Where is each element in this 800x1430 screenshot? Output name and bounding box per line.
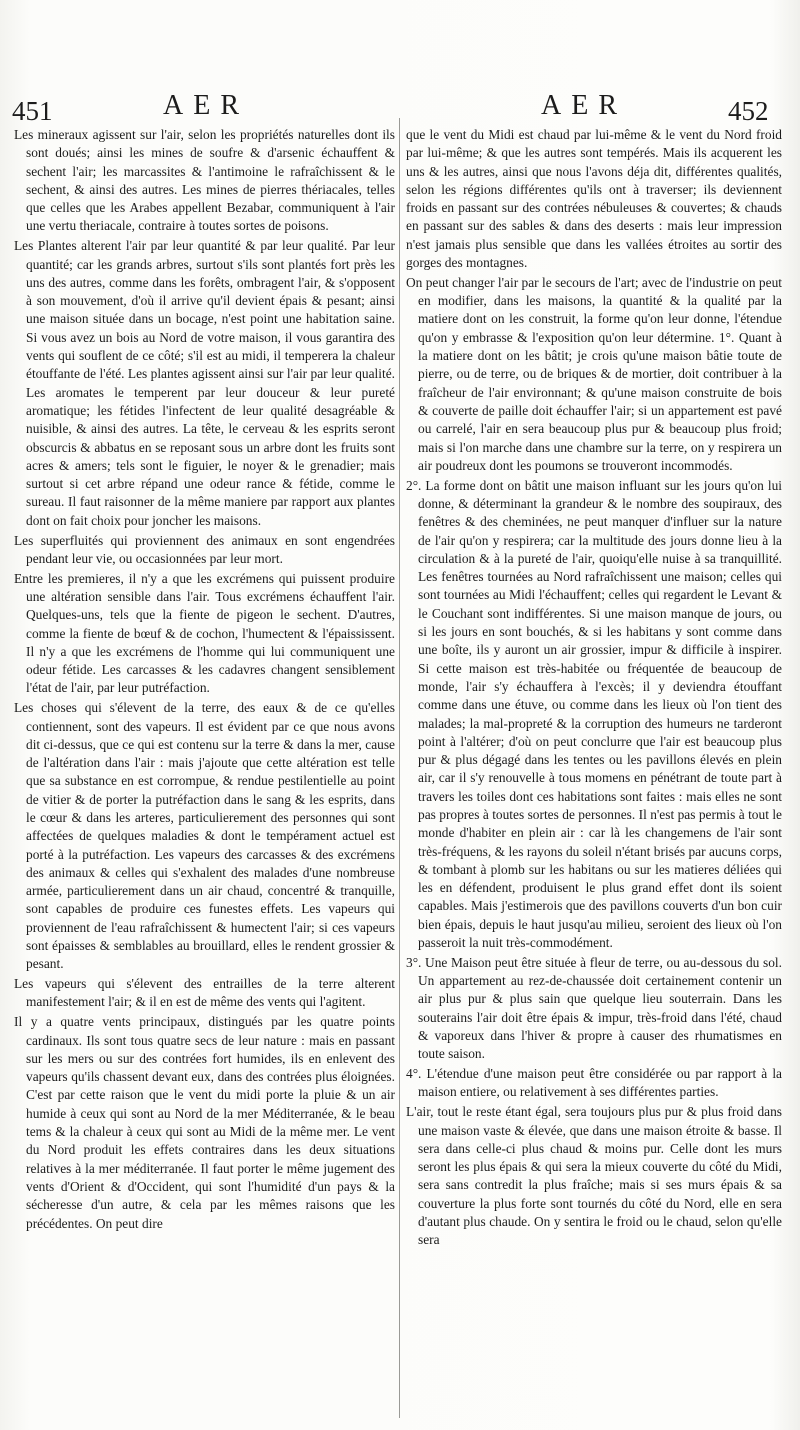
page-number-left: 451 bbox=[12, 96, 53, 126]
paragraph-mineraux: Les mineraux agissent sur l'air, selon les propriétés naturelles dont ils sont doués; ainsi les mines de soufre & d'arsenic échauffent & sechent l'air; les marcassites & l'antimoine le rafraîchissent & le sechent, & ainsi des autres. Les mines de pierres thériacales, telles que celles que les Arabes appellent Bezabar, communiquent à l'air une vertu theriacale, contraire à toutes sortes de poisons. bbox=[14, 127, 395, 234]
page-number-right: 452 bbox=[728, 96, 769, 126]
paragraph-vapeurs-terre: Les vapeurs qui s'élevent des entrailles de la terre alterent manifestement l'air; & il en est de même des vents qui l'agitent. bbox=[14, 976, 395, 1010]
paragraph-superfluites: Les superfluités qui proviennent des animaux en sont engendrées pendant leur vie, ou occasionnées par leur mort. bbox=[14, 532, 395, 566]
column-divider bbox=[399, 118, 400, 1418]
paragraph-art: On peut changer l'air par le secours de l'art; avec de l'industrie on peut en modifier, dans les maisons, la quantité & la qualité par la matiere dont on les construit, la forme qu'on leur donne, l'étendue qu'on y embrasse & l'exposition qu'on leur détermine. 1°. Quant à la matiere dont on les bâtit; je crois qu'une maison bâtie toute de pierre, ou de terre, ou de briques & de mortier, doit contribuer à la fraîcheur de l'air environnant; & qu'une maison construite de bois & couverte de paille doit échauffer l'air; si un appartement est pavé ou carrelé, l'air en sera beaucoup plus pur & beaucoup plus froid; mais si l'on marche dans une chambre sur la terre, on y respirera un air poudreux dont les poumons se trouveront incommodés. bbox=[406, 274, 782, 473]
running-head-left: AER bbox=[163, 90, 249, 121]
page-header bbox=[0, 86, 800, 126]
paragraph-vapeurs: Les choses qui s'élevent de la terre, des eaux & de ce qu'elles contiennent, sont des vapeurs. Il est évident par ce que nous avons dit ci-dessus, que ce qui est contenu sur la terre & dans la mer, cause de l'altération dans l'air : mais j'ajoute que cette altération est telle que sa substance en est corrompue, & rendue pestilentielle au point de vitier & de porter la putréfaction dans le sang & les esprits, dans le cœur & dans les arteres, particulierement des personnes qui sont affectées de quelques maladies & dont le tempérament actuel est porté à la putréfaction. Les vapeurs des carcasses & des excrémens des animaux & celles qui s'exhalent des malades d'une nombreuse armée, particulierement dans un air chaud, concentré & tranquille, sont capables de produire ces funestes effets. Les vapeurs qui proviennent de l'eau rafraîchissent & humectent l'air; si ces vapeurs sont épaisses & semblables au brouillard, elles le rendent grossier & pesant. bbox=[14, 700, 395, 972]
paragraph-vents-suite: que le vent du Midi est chaud par lui-même & le vent du Nord froid par lui-même; & que les autres sont tempérés. Mais ils acquerent les uns & les autres, ainsi que nous l'avons déja dit, différentes qualités, selon les régions différentes qu'ils ont à traverser; ils deviennent froids en passant sur des contrées nébuleuses & couvertes; & chauds en passant sur des sables & dans des deserts : mais leur impression n'est jamais plus sensible que dans les vallées étroites au sortir des gorges des montagnes. bbox=[406, 127, 782, 271]
paragraph-plantes: Les Plantes alterent l'air par leur quantité & par leur qualité. Par leur quantité; car les grands arbres, surtout s'ils sont plantés fort près les uns des autres, comme dans les forêts, ombragent l'air, & s'opposent à son mouvement, d'où il arrive qu'il devient épais & pesant; ainsi une maison située dans un bocage, n'est point une habitation saine. Si vous avez un bois au Nord de votre maison, il vous garantira des vents qui souflent de ce côté; s'il est au midi, il temperera la chaleur étouffante de l'été. Les plantes agissent ainsi sur l'air par leur qualité. Les aromates le temperent par leur douceur & leur pureté aromatique; les fétides l'infectent de leur qualité desagréable & nuisible, & ainsi des autres. La tête, le cerveau & les esprits seront obscurcis & abbatus en se reposant sous un arbre dont les fruits sont acres & amers; tels sont le figuier, le noyer & le grenadier; mais surtout si cet arbre répand une odeur rance & fétide, comme le sureau. Il faut raisonner de la même maniere par rapport aux plantes dont on fait choix pour joncher les maisons. bbox=[14, 238, 395, 528]
paragraph-etendue: 4°. L'étendue d'une maison peut être considérée ou par rapport à la maison entiere, ou relativement à ses différentes parties. bbox=[406, 1066, 782, 1100]
paragraph-vents: Il y a quatre vents principaux, distingués par les quatre points cardinaux. Ils sont tous quatre secs de leur nature : mais en passant sur les mers ou sur des contrées fort humides, ils en enlevent des vapeurs qu'ils chassent devant eux, dans des contrées plus éloignées. C'est par cette raison que le vent du midi porte la pluie & un air humide à ceux qui sont au Nord de la mer Méditerranée, & le beau tems & la chaleur à ceux qui sont au Midi de la même mer. Le vent du Nord produit les effets contraires dans les deux situations relatives à la mer méditerranée. Il faut porter le même jugement des vents d'Orient & d'Occident, qui sont l'humidité d'un pays & la sécheresse d'un autre, & cela par les mêmes raisons que les précédentes. On peut dire bbox=[14, 1014, 395, 1231]
right-column bbox=[406, 126, 782, 1416]
paragraph-excremens: Entre les premieres, il n'y a que les excrémens qui puissent produire une altération sensible dans l'air. Tous excrémens échauffent l'air. Quelques-uns, tels que la fiente de pigeon le sechent. D'autres, comme la fiente de bœuf & de cochon, l'humectent & l'épaississent. Il n'y a que les excrémens de l'homme qui lui communiquent une odeur fétide. Les carcasses & les cadavres changent sensiblement l'état de l'air, par leur putréfaction. bbox=[14, 570, 395, 696]
paragraph-air-maison: L'air, tout le reste étant égal, sera toujours plus pur & plus froid dans une maison vaste & élevée, que dans une maison étroite & basse. Il sera dans celle-ci plus chaud & moins pur. Celle dont les murs seront les plus épais & qui sera la mieux couverte du côté du Midi, sera sans contredit la plus fraîche; mais si ses murs épais & sa couverture la plus forte sont tournés du côté du Nord, elle en sera d'autant plus chaude. On y sentira le froid ou le chaud, selon qu'elle sera bbox=[406, 1104, 782, 1248]
paragraph-situation: 3°. Une Maison peut être située à fleur de terre, ou au-dessous du sol. Un appartement au rez-de-chaussée doit certainement contenir un air plus pur & plus sain que quelque lieu souterrain. Dans les souterains l'air doit être épais & impur, très-froid dans l'été, chaud & vaporeux dans l'hiver & propre à causer des rhumatismes en toute saison. bbox=[406, 954, 782, 1062]
running-head-right: AER bbox=[541, 90, 627, 121]
paragraph-forme: 2°. La forme dont on bâtit une maison influant sur les jours qu'on lui donne, & déterminant la grandeur & le nombre des soupiraux, des fenêtres & des cheminées, ne peut manquer d'influer sur la nature de l'air qu'on y respirera; car la multitude des jours donne lieu à la circulation & à la pureté de l'air, quoiqu'elle nuise à sa tranquillité. Les fenêtres tournées au Nord rafraîchissent une maison; celles qui sont tournées au Midi l'échauffent; celles qui regardent le Levant & le Couchant sont indifférentes. Si une maison manque de jours, ou si les jours en sont bouchés, & si les habitans y sont comme dans une boîte, ils y auront un air grossier, impur & difficile à inspirer. Si cette maison est très-habitée ou fréquentée de beaucoup de monde, l'air s'y échauffera à l'excès; il y deviendra étouffant comme dans une étuve, ou comme dans les lieux où l'on tient des malades; la mal-propreté & la corruption des humeurs ne tarderont point à l'altérer; d'où on peut conclurre que l'air est beaucoup plus pur & plus dégagé dans les tentes ou les pavillons élevés en plein air, car il s'y renouvelle à tous momens en pénétrant de toute part à travers les toiles dont ces habitations sont faites : mais elles ne sont pas propres à toutes sortes de personnes. Il n'est pas permis à tout le monde d'habiter en plein air : car là les changemens de l'air sont très-fréquens, & les rayons du soleil n'étant brisés par aucuns corps, & tombant à plomb sur les habitans ou sur les matieres déliées qui les en défendent, produisent le plus grand effet dont ils soient capables. Mais j'estimerois que des pavillons couverts d'un bon cuir bien épais, depuis le haut jusqu'au milieu, seroient des lieux où l'on passeroit la nuit très-commodément. bbox=[406, 477, 782, 951]
left-column bbox=[14, 126, 395, 1416]
